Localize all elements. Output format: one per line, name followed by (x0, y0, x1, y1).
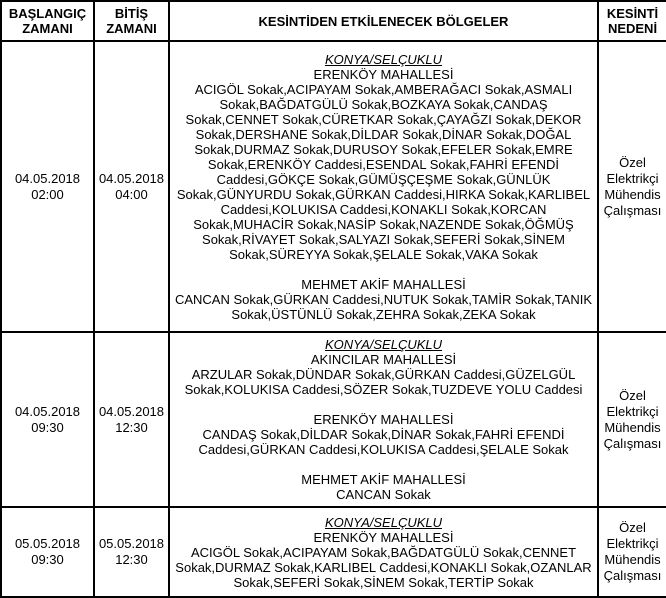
reason-cell: Özel Elektrikçi Mühendis Çalışması (598, 332, 666, 507)
neighborhood-label: ERENKÖY MAHALLESİ (313, 412, 454, 427)
regions-cell (169, 507, 598, 597)
region-block (173, 530, 594, 590)
streets-text: ACIGÖL Sokak,ACIPAYAM Sokak,AMBERAĞACI Sokak,ASMALI Sokak,BAĞDATGÜLÜ Sokak,BOZKAYA Sokak,CANDAŞ Sokak,CENNET Sokak,CÜRETKAR Sokak,ÇAYAĞZI Sokak,DEKOR Sokak,DERSHANE Sokak,DİLDAR Sokak,DİNAR Sokak,DOĞAL Sokak,DURMAZ Sokak,DURUSOY Sokak,EFELER Sokak,EMRE Sokak,ERENKÖY Caddesi,ESENDAL Sokak,FAHRİ EFENDİ Caddesi,GÖKÇE Sokak,GÜMÜŞÇEŞME Sokak,GÜNLÜK Sokak,GÜNYURDU Sokak,GÜRKAN Caddesi,HIRKA Sokak,KARLIBEL Caddesi,KOLUKISA Caddesi,KONAKLI Sokak,KORCAN Sokak,MUHACİR Sokak,NASİP Sokak,NAZENDE Sokak,ÖĞMÜŞ Sokak,RİVAYET Sokak,SALYAZI Sokak,SEFERİ Sokak,SİNEM Sokak,SÜREYYA Sokak,ŞELALE Sokak,VAKA Sokak (176, 81, 591, 262)
region-block (173, 472, 594, 502)
start-time: 02:00 (31, 186, 64, 202)
region-block (173, 277, 594, 322)
end-date: 04.05.2018 (98, 403, 165, 419)
end-time-cell (94, 507, 169, 597)
start-date: 05.05.2018 (14, 536, 81, 551)
reason-cell: Özel Elektrikçi Mühendis Çalışması (598, 41, 666, 332)
neighborhood-label: ERENKÖY MAHALLESİ (313, 66, 454, 82)
table-row (1, 41, 666, 332)
col-header-affected-regions: KESİNTİDEN ETKİLENECEK BÖLGELER (169, 1, 598, 41)
city-label: KONYA/SELÇUKLU (324, 51, 443, 67)
table-row (1, 332, 666, 507)
end-time-cell (94, 332, 169, 507)
start-date: 04.05.2018 (14, 170, 81, 186)
end-time: 12:30 (115, 552, 148, 567)
streets-text: CANDAŞ Sokak,DİLDAR Sokak,DİNAR Sokak,FAHRİ EFENDİ Caddesi,GÜRKAN Caddesi,KOLUKISA Caddesi,ŞELALE Sokak (198, 427, 569, 457)
start-date: 04.05.2018 (14, 403, 81, 419)
end-time-cell (94, 41, 169, 332)
end-time: 04:00 (115, 186, 148, 202)
table-row (1, 507, 666, 597)
col-header-outage-reason: KESİNTİ NEDENİ (598, 1, 666, 41)
region-block (173, 352, 594, 397)
start-time-cell (1, 507, 94, 597)
region-block (173, 67, 594, 262)
header-row (1, 1, 666, 41)
reason-cell: Özel Elektrikçi Mühendis Çalışması (598, 507, 666, 597)
end-time: 12:30 (115, 419, 148, 435)
regions-cell (169, 332, 598, 507)
end-date: 04.05.2018 (98, 170, 165, 186)
col-header-end-time: BİTİŞ ZAMANI (94, 1, 169, 41)
streets-text: CANCAN Sokak,GÜRKAN Caddesi,NUTUK Sokak,TAMİR Sokak,TANIK Sokak,ÜSTÜNLÜ Sokak,ZEHRA Sokak,ZEKA Sokak (174, 291, 593, 322)
neighborhood-label: ERENKÖY MAHALLESİ (313, 529, 454, 545)
end-date: 05.05.2018 (98, 536, 165, 551)
streets-text: ARZULAR Sokak,DÜNDAR Sokak,GÜRKAN Caddesi,GÜZELGÜL Sokak,KOLUKISA Caddesi,SÖZER Sokak,TUZDEVE YOLU Caddesi (184, 367, 583, 397)
regions-cell (169, 41, 598, 332)
start-time: 09:30 (31, 552, 64, 567)
start-time: 09:30 (31, 419, 64, 435)
neighborhood-label: MEHMET AKİF MAHALLESİ (301, 472, 466, 487)
start-time-cell (1, 41, 94, 332)
streets-text: CANCAN Sokak (336, 487, 431, 502)
neighborhood-label: MEHMET AKİF MAHALLESİ (301, 276, 466, 292)
region-block (173, 412, 594, 457)
col-header-start-time: BAŞLANGIÇ ZAMANI (1, 1, 94, 41)
city-label: KONYA/SELÇUKLU (324, 337, 443, 352)
city-label: KONYA/SELÇUKLU (324, 514, 443, 530)
streets-text: ACIGÖL Sokak,ACIPAYAM Sokak,BAĞDATGÜLÜ Sokak,CENNET Sokak,DURMAZ Sokak,KARLIBEL Caddesi,KONAKLI Sokak,OZANLAR Sokak,SEFERİ Sokak,SİNEM Sokak,TERTİP Sokak (175, 544, 592, 590)
start-time-cell (1, 332, 94, 507)
neighborhood-label: AKINCILAR MAHALLESİ (310, 352, 457, 367)
